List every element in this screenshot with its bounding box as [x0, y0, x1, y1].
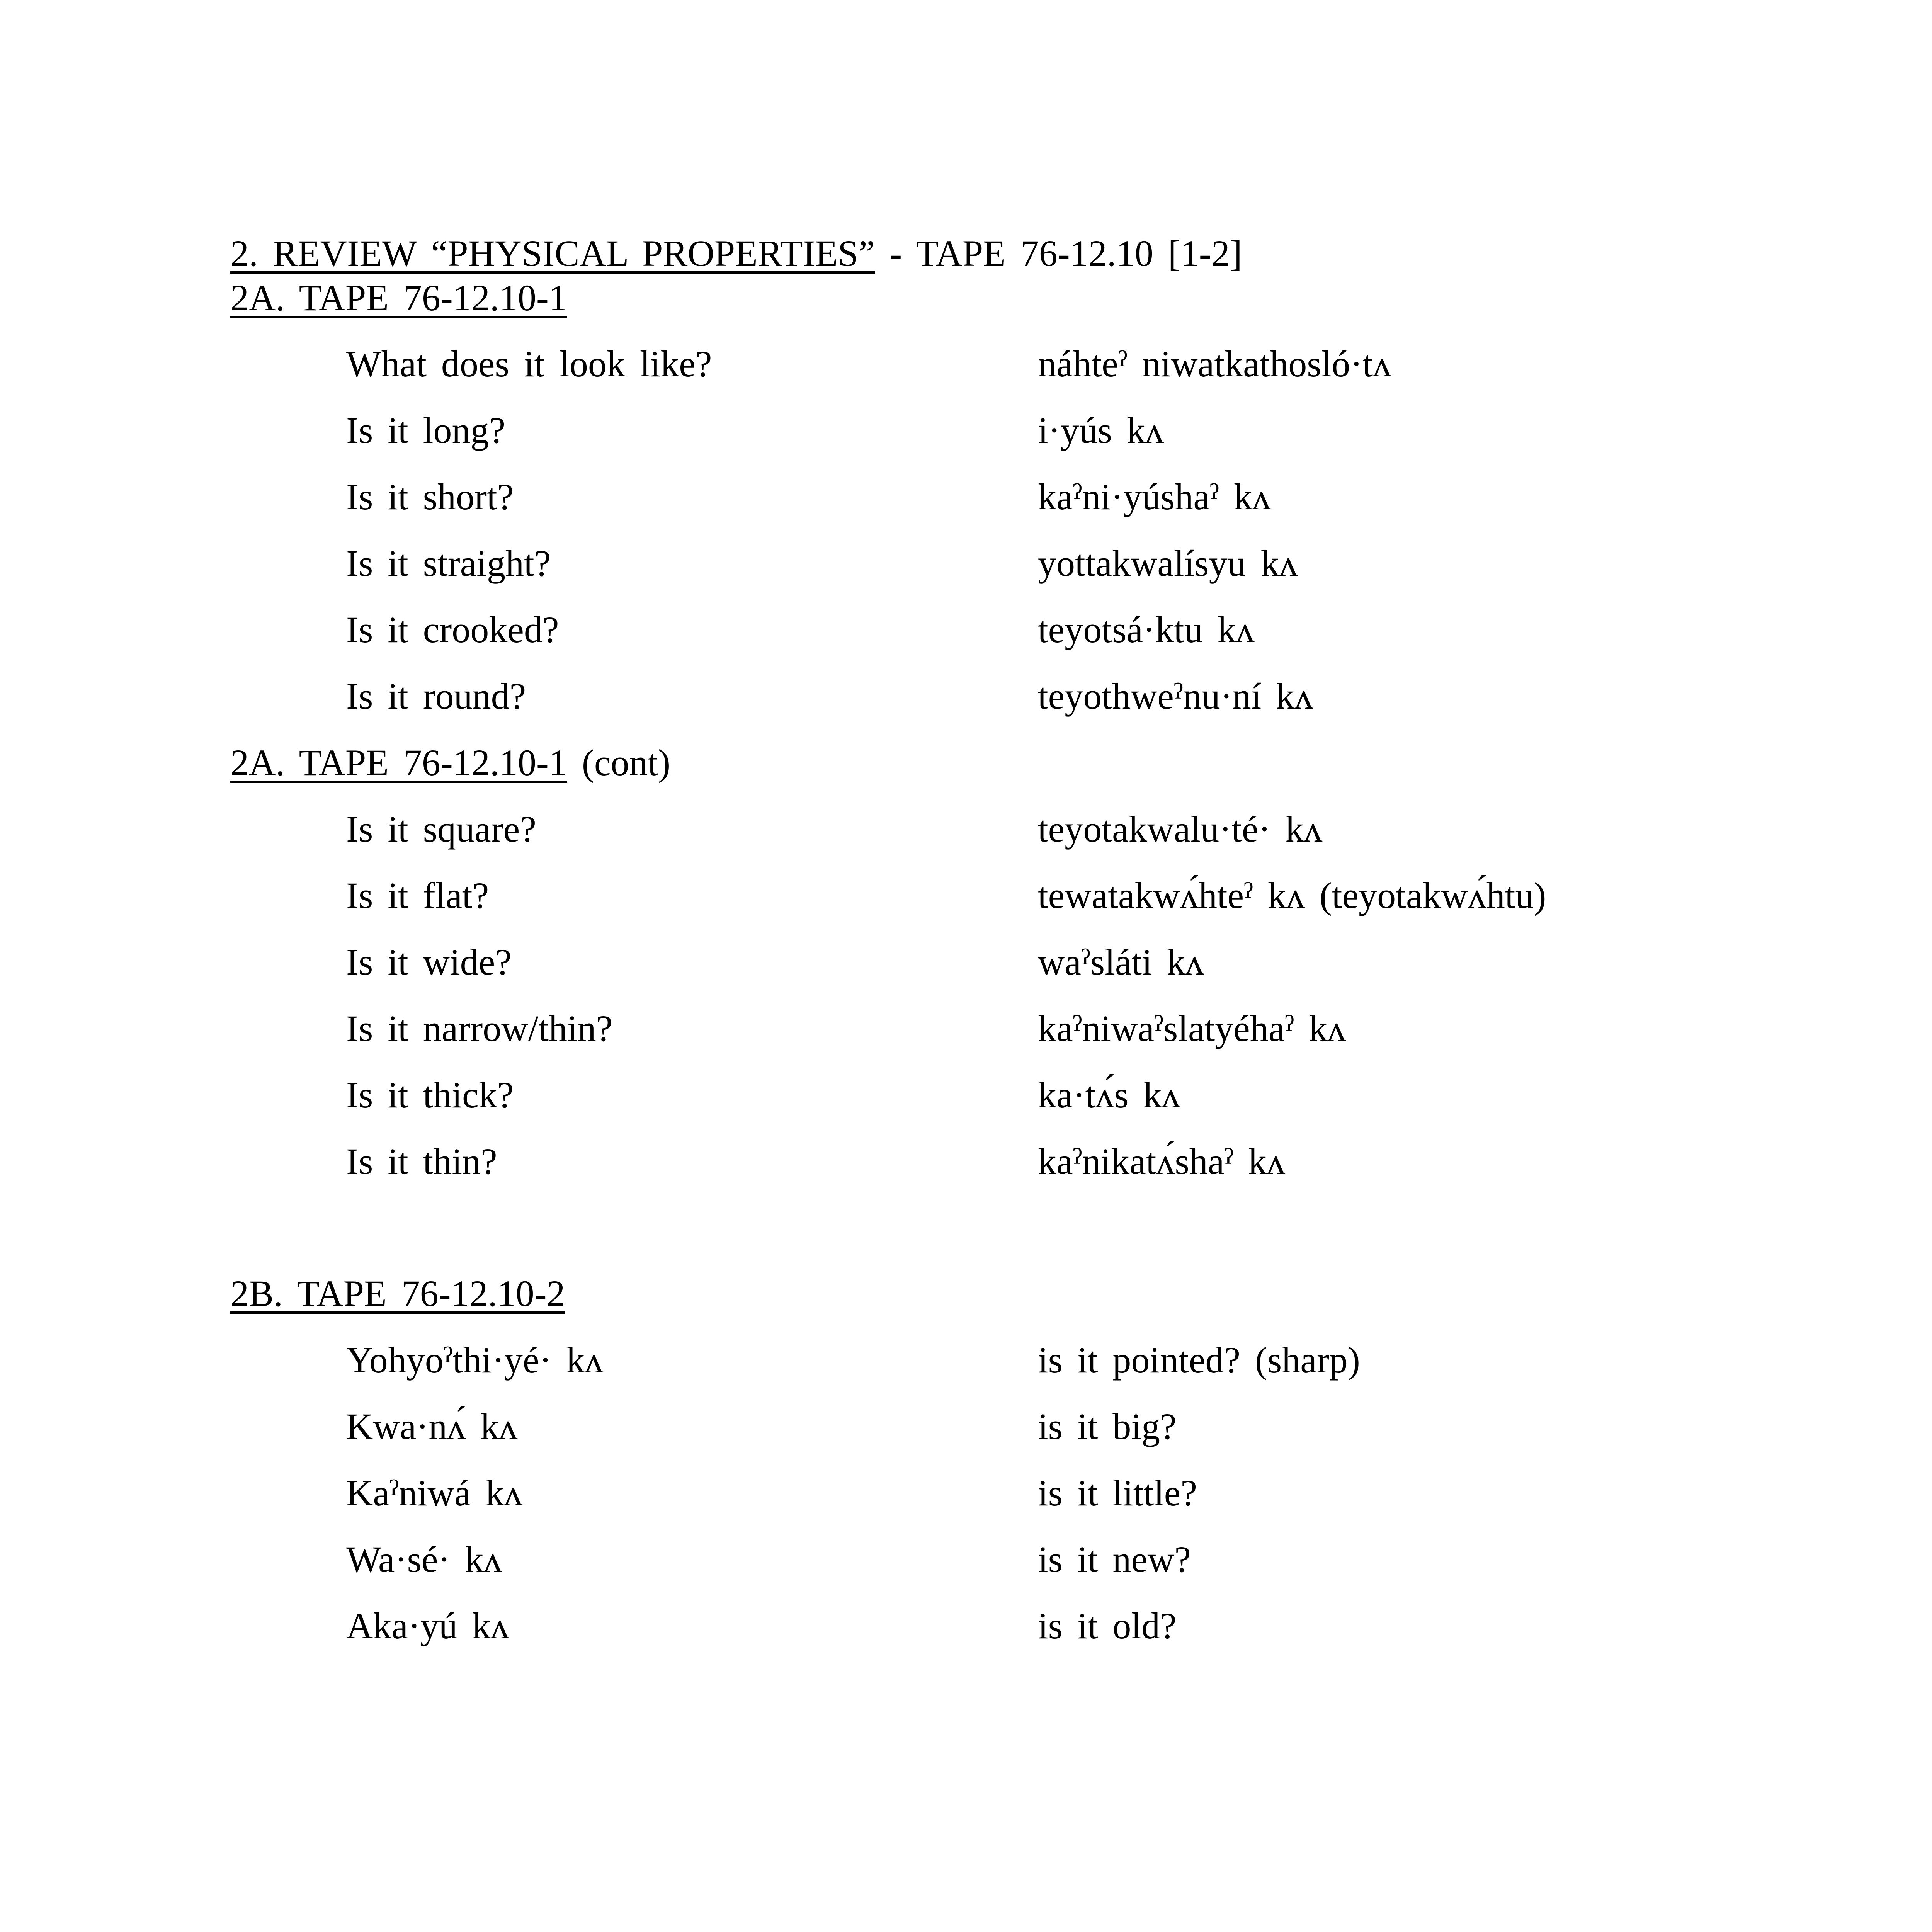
row-english: Is it wide? [346, 941, 512, 983]
row-mohawk: Wa·sé· kʌ [346, 1539, 502, 1580]
heading-rest: - TAPE 76-12.10 [1-2] [875, 233, 1242, 274]
section-title: 2A. TAPE 76-12.10-1 [230, 742, 567, 783]
row-mohawk: Aka·yú kʌ [346, 1605, 509, 1646]
section-2a-cont-title [230, 740, 670, 786]
section-suffix: (cont) [567, 742, 671, 783]
row-english: Is it straight? [346, 543, 551, 584]
row-mohawk: tewatakwʌ́hteˀ kʌ (teyotakwʌ́htu) [1038, 875, 1546, 916]
row-english: is it pointed? (sharp) [1038, 1339, 1360, 1381]
row-english: Is it thick? [346, 1074, 514, 1116]
row-english: Is it flat? [346, 875, 489, 916]
row-mohawk: kaˀni·yúshaˀ kʌ [1038, 476, 1271, 517]
row-english: is it old? [1038, 1605, 1177, 1646]
row-mohawk: ka·tʌ́s kʌ [1038, 1074, 1180, 1116]
row-english: What does it look like? [346, 343, 712, 384]
row-mohawk: náhteˀ niwatkathosló·tʌ [1038, 343, 1391, 384]
row-mohawk: kaˀniwaˀslatyéhaˀ kʌ [1038, 1008, 1346, 1049]
row-mohawk: Kaˀniwá kʌ [346, 1472, 523, 1514]
section-title: 2B. TAPE 76-12.10-2 [230, 1273, 565, 1314]
row-mohawk: Yohyoˀthi·yé· kʌ [346, 1339, 604, 1381]
row-mohawk: Kwa·nʌ́ kʌ [346, 1406, 518, 1447]
row-english: Is it round? [346, 675, 526, 717]
section-2a-title [230, 275, 567, 321]
heading-underlined: 2. REVIEW “PHYSICAL PROPERTIES” [230, 233, 875, 274]
row-english: Is it square? [346, 808, 536, 850]
row-english: Is it narrow/thin? [346, 1008, 613, 1049]
row-mohawk: yottakwalísyu kʌ [1038, 543, 1298, 584]
section-title: 2A. TAPE 76-12.10-1 [230, 277, 567, 318]
row-mohawk: kaˀnikatʌ́shaˀ kʌ [1038, 1141, 1286, 1182]
row-mohawk: teyotakwalu·té· kʌ [1038, 808, 1323, 850]
row-english: Is it short? [346, 476, 514, 517]
document-heading [230, 230, 1242, 277]
row-english: Is it crooked? [346, 609, 559, 650]
row-mohawk: teyothweˀnu·ní kʌ [1038, 675, 1313, 717]
row-mohawk: teyotsá·ktu kʌ [1038, 609, 1255, 650]
row-english: Is it long? [346, 410, 505, 451]
row-english: is it big? [1038, 1406, 1177, 1447]
row-english: Is it thin? [346, 1141, 497, 1182]
row-mohawk: i·yús kʌ [1038, 410, 1164, 451]
row-english: is it little? [1038, 1472, 1197, 1514]
section-2b-title [230, 1270, 565, 1317]
row-mohawk: waˀsláti kʌ [1038, 941, 1204, 983]
row-english: is it new? [1038, 1539, 1191, 1580]
